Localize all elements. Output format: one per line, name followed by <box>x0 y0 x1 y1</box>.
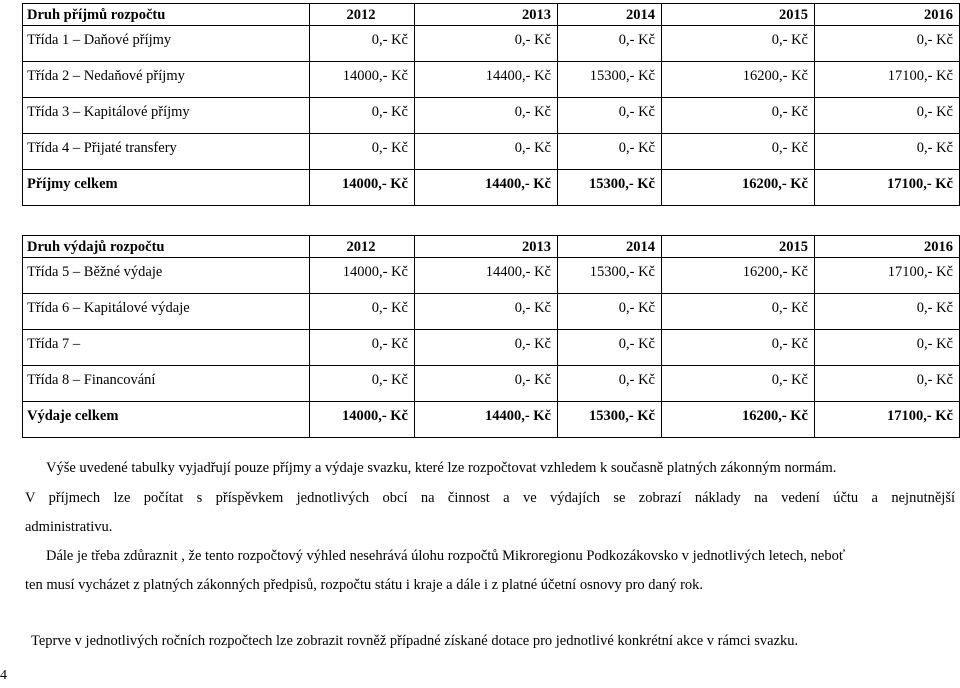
value-cell: 17100,- Kč <box>815 258 960 294</box>
value-cell: 2016 <box>815 4 960 26</box>
table-row <box>23 258 960 294</box>
expense-table <box>22 235 960 438</box>
value-cell: 0,- Kč <box>310 134 415 170</box>
value-cell: 0,- Kč <box>558 330 662 366</box>
value-cell: 2014 <box>558 236 662 258</box>
row-label-cell: Třída 4 – Přijaté transfery <box>23 134 310 170</box>
value-cell: 0,- Kč <box>662 134 815 170</box>
table-total-row <box>23 402 960 438</box>
row-label-cell: Třída 2 – Nedaňové příjmy <box>23 62 310 98</box>
table-row <box>23 26 960 62</box>
value-cell: 15300,- Kč <box>558 402 662 438</box>
income-table <box>22 3 960 206</box>
table-row <box>23 98 960 134</box>
value-cell: 0,- Kč <box>415 330 558 366</box>
value-cell: 17100,- Kč <box>815 62 960 98</box>
row-label-cell: Výdaje celkem <box>23 402 310 438</box>
value-cell: 2015 <box>662 4 815 26</box>
value-cell: 15300,- Kč <box>558 258 662 294</box>
value-cell: 14000,- Kč <box>310 402 415 438</box>
value-cell: 14400,- Kč <box>415 62 558 98</box>
value-cell: 0,- Kč <box>815 98 960 134</box>
value-cell: 0,- Kč <box>310 294 415 330</box>
paragraph-2-line-2: administrativu. <box>25 519 113 535</box>
value-cell: 2012 <box>310 236 415 258</box>
income-table-body <box>23 4 960 206</box>
value-cell: 0,- Kč <box>662 294 815 330</box>
value-cell: 0,- Kč <box>310 366 415 402</box>
value-cell: 0,- Kč <box>815 26 960 62</box>
row-label-cell: Třída 6 – Kapitálové výdaje <box>23 294 310 330</box>
value-cell: 14400,- Kč <box>415 170 558 206</box>
value-cell: 15300,- Kč <box>558 170 662 206</box>
value-cell: 2014 <box>558 4 662 26</box>
table-total-row <box>23 170 960 206</box>
paragraph-2-line-1: V příjmech lze počítat s příspěvkem jednotlivých obcí na činnost a ve výdajích se zobrazí náklady na vedení účtu a nejnutnější <box>25 490 955 506</box>
value-cell: 14400,- Kč <box>415 258 558 294</box>
value-cell: 16200,- Kč <box>662 402 815 438</box>
value-cell: 0,- Kč <box>558 98 662 134</box>
value-cell: 14000,- Kč <box>310 258 415 294</box>
table-row <box>23 62 960 98</box>
value-cell: 0,- Kč <box>310 330 415 366</box>
value-cell: 2013 <box>415 4 558 26</box>
table-row <box>23 134 960 170</box>
value-cell: 0,- Kč <box>310 98 415 134</box>
row-label-cell: Třída 5 – Běžné výdaje <box>23 258 310 294</box>
value-cell: 0,- Kč <box>558 366 662 402</box>
value-cell: 0,- Kč <box>662 98 815 134</box>
value-cell: 0,- Kč <box>415 134 558 170</box>
row-label-cell: Třída 1 – Daňové příjmy <box>23 26 310 62</box>
value-cell: 14000,- Kč <box>310 62 415 98</box>
value-cell: 0,- Kč <box>558 134 662 170</box>
paragraph-3-line-1: Dále je třeba zdůraznit , že tento rozpočtový výhled nesehrává úlohu rozpočtů Mikroregionu Podkozákovsko v jednotlivých letech, neboť <box>46 548 846 564</box>
value-cell: 0,- Kč <box>815 294 960 330</box>
value-cell: 0,- Kč <box>415 366 558 402</box>
row-label-cell: Třída 8 – Financování <box>23 366 310 402</box>
value-cell: 0,- Kč <box>310 26 415 62</box>
value-cell: 16200,- Kč <box>662 170 815 206</box>
value-cell: 2013 <box>415 236 558 258</box>
value-cell: 16200,- Kč <box>662 62 815 98</box>
expense-table-body <box>23 236 960 438</box>
page-number: 4 <box>0 668 7 683</box>
value-cell: 0,- Kč <box>815 366 960 402</box>
paragraph-1: Výše uvedené tabulky vyjadřují pouze příjmy a výdaje svazku, které lze rozpočtovat vzhledem k současně platných zákonným normám. <box>46 460 837 476</box>
paragraph-4: Teprve v jednotlivých ročních rozpočtech lze zobrazit rovněž případné získané dotace pro jednotlivé konkrétní akce v rámci svazku. <box>31 633 799 649</box>
table-row <box>23 366 960 402</box>
table-header-row <box>23 236 960 258</box>
row-label-cell: Druh výdajů rozpočtu <box>23 236 310 258</box>
value-cell: 0,- Kč <box>415 98 558 134</box>
value-cell: 0,- Kč <box>558 294 662 330</box>
value-cell: 0,- Kč <box>662 26 815 62</box>
value-cell: 0,- Kč <box>415 294 558 330</box>
value-cell: 15300,- Kč <box>558 62 662 98</box>
value-cell: 0,- Kč <box>558 26 662 62</box>
value-cell: 17100,- Kč <box>815 170 960 206</box>
value-cell: 0,- Kč <box>662 330 815 366</box>
table-header-row <box>23 4 960 26</box>
row-label-cell: Druh příjmů rozpočtu <box>23 4 310 26</box>
row-label-cell: Třída 7 – <box>23 330 310 366</box>
row-label-cell: Třída 3 – Kapitálové příjmy <box>23 98 310 134</box>
value-cell: 16200,- Kč <box>662 258 815 294</box>
value-cell: 14000,- Kč <box>310 170 415 206</box>
table-row <box>23 294 960 330</box>
value-cell: 0,- Kč <box>662 366 815 402</box>
paragraph-3-line-2: ten musí vycházet z platných zákonných předpisů, rozpočtu státu i kraje a dále i z platné účetní osnovy pro daný rok. <box>25 577 704 593</box>
row-label-cell: Příjmy celkem <box>23 170 310 206</box>
value-cell: 17100,- Kč <box>815 402 960 438</box>
table-row <box>23 330 960 366</box>
value-cell: 2012 <box>310 4 415 26</box>
value-cell: 2016 <box>815 236 960 258</box>
value-cell: 0,- Kč <box>815 330 960 366</box>
value-cell: 14400,- Kč <box>415 402 558 438</box>
value-cell: 0,- Kč <box>815 134 960 170</box>
value-cell: 0,- Kč <box>415 26 558 62</box>
value-cell: 2015 <box>662 236 815 258</box>
